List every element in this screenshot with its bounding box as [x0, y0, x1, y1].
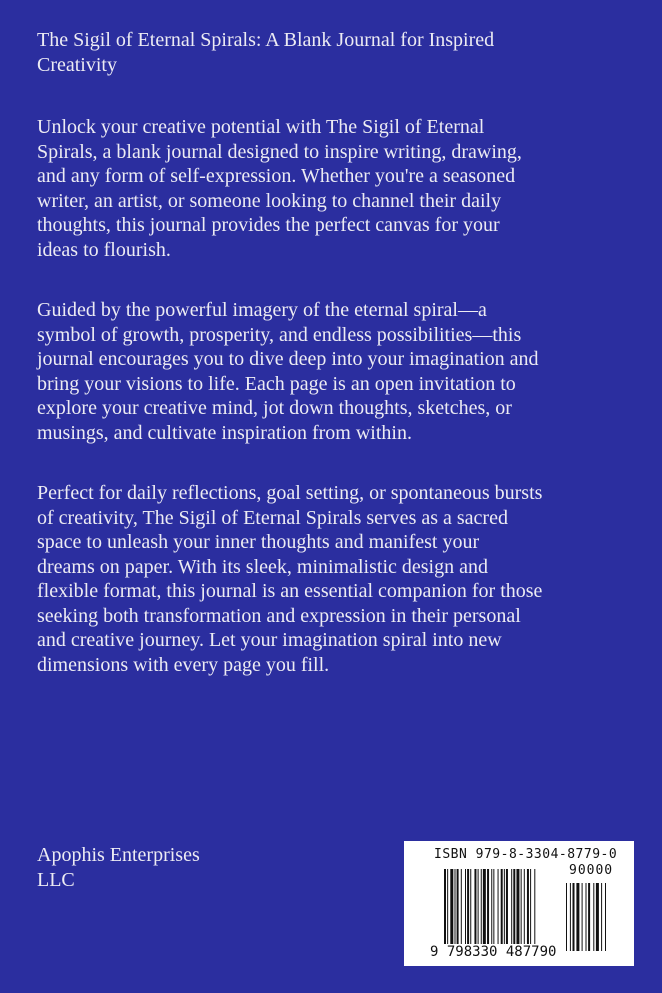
p2-line: musings, and cultivate inspiration from within.: [37, 421, 412, 444]
barcode-bar: [461, 869, 462, 949]
barcode-bar: [501, 869, 503, 949]
barcode-bar: [504, 869, 505, 949]
p1-line: and any form of self-expression. Whether you're a seasoned: [37, 165, 516, 187]
title-line: The Sigil of Eternal Spirals: A Blank Journal for Inspired: [37, 29, 495, 51]
p3-line: and creative journey. Let your imagination spiral into new: [37, 629, 502, 651]
p2-line: bring your visions to life. Each page is an open invitation to: [37, 372, 516, 395]
barcode-bar: [478, 869, 479, 949]
p1-line: ideas to flourish.: [37, 238, 171, 261]
barcode-bar: [491, 869, 492, 949]
p2-line: Guided by the powerful imagery of the eternal spiral—a: [37, 299, 487, 321]
publisher-line: LLC: [37, 868, 75, 891]
p3-line: space to unleash your inner thoughts and manifest your: [37, 531, 480, 553]
ean-number: 9 798330 487790: [430, 944, 557, 960]
barcode-bar: [470, 869, 471, 949]
barcode-bar: [474, 869, 476, 949]
p3-line: seeking both transformation and expression in their personal: [37, 604, 521, 627]
description-paragraph-3: [37, 481, 637, 677]
barcode-bar: [524, 869, 525, 949]
title-line: Creativity: [37, 53, 117, 76]
p1-line: thoughts, this journal provides the perfect canvas for your: [37, 214, 500, 236]
barcode-bar: [455, 869, 456, 949]
barcode-bar: [457, 869, 459, 949]
addon-bar: [566, 883, 567, 951]
isbn-label: ISBN 979-8-3304-8779-0: [434, 847, 618, 862]
p3-line: flexible format, this journal is an essential companion for those: [37, 580, 543, 602]
barcode-bar: [521, 869, 522, 949]
addon-bar: [573, 883, 575, 951]
barcode-bar: [498, 869, 499, 949]
barcode-bar: [527, 869, 529, 949]
barcode-bar: [530, 869, 531, 949]
barcode-bar: [493, 869, 494, 949]
addon-bar: [588, 883, 590, 951]
barcode-bar: [534, 869, 535, 949]
p1-line: Spirals, a blank journal designed to inspire writing, drawing,: [37, 140, 522, 163]
barcode-bar: [465, 869, 466, 949]
p2-line: explore your creative mind, jot down thoughts, sketches, or: [37, 397, 512, 419]
p2-line: symbol of growth, prosperity, and endless possibilities—this: [37, 323, 522, 346]
description-paragraph-1: [37, 115, 637, 262]
addon-bar: [586, 883, 587, 951]
book-title: [37, 28, 637, 77]
p2-line: journal encourages you to dive deep into your imagination and: [37, 348, 539, 370]
addon-bar: [582, 883, 583, 951]
isbn-barcode: [404, 841, 634, 966]
addon-bar: [596, 883, 599, 951]
p3-line: of creativity, The Sigil of Eternal Spirals serves as a sacred: [37, 506, 508, 529]
description-paragraph-2: [37, 298, 637, 445]
addon-bar: [570, 883, 571, 951]
p3-line: dimensions with every page you fill.: [37, 653, 330, 676]
price-code-label: 90000: [569, 863, 614, 878]
addon-bar: [605, 883, 606, 951]
publisher-line: Apophis Enterprises: [37, 844, 200, 866]
barcode-bar: [487, 869, 489, 949]
addon-bar: [576, 883, 579, 951]
p3-line: dreams on paper. With its sleek, minimalistic design and: [37, 555, 488, 578]
p3-line: Perfect for daily reflections, goal setting, or spontaneous bursts: [37, 482, 543, 504]
addon-bar: [601, 883, 602, 951]
barcode-bar: [511, 869, 512, 949]
barcode-bar: [481, 869, 482, 949]
barcode-bar: [513, 869, 515, 949]
p1-line: writer, an artist, or someone looking to channel their daily: [37, 189, 502, 212]
barcode-bar: [467, 869, 469, 949]
p1-line: Unlock your creative potential with The Sigil of Eternal: [37, 116, 485, 138]
addon-bar: [593, 883, 594, 951]
barcode-bar: [506, 869, 508, 949]
